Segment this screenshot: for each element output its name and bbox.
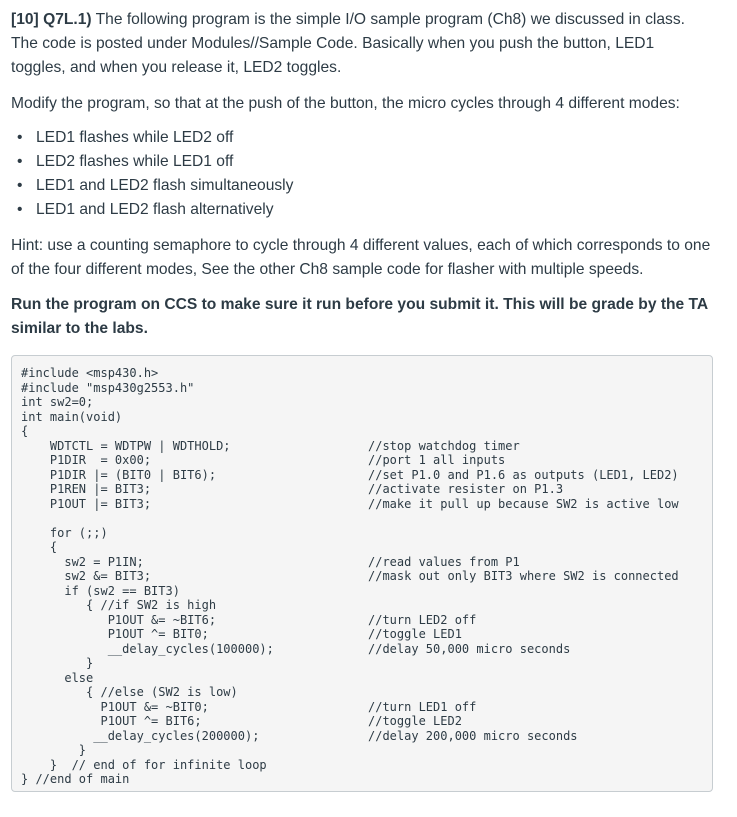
code-line: for (;;) [21, 525, 108, 540]
code-comment: //turn LED1 off [368, 699, 477, 714]
code-line: P1REN |= BIT3; [21, 482, 152, 496]
question-content [11, 8, 711, 341]
code-comment: //delay 200,000 micro seconds [368, 728, 578, 743]
code-comment: //make it pull up because SW2 is active low [368, 496, 679, 511]
code-line: { //else (SW2 is low) [21, 685, 238, 699]
mode-text: LED1 and LED2 flash alternatively [36, 201, 274, 218]
code-comment: //port 1 all inputs [368, 453, 506, 467]
code-comment: //turn LED2 off [368, 612, 477, 627]
code-line: __delay_cycles(200000); [21, 728, 260, 743]
code-line: } // end of for infinite loop [21, 757, 267, 772]
code-line: int sw2=0; [21, 395, 94, 409]
modes-list [11, 126, 711, 222]
bullet-icon: • [17, 129, 23, 146]
list-item [17, 174, 711, 198]
hint-paragraph: Hint: use a counting semaphore to cycle through 4 different values, each of which corresponds to one of the four different modes, See the other Ch8 sample code for flasher with multiple speeds. [11, 237, 711, 278]
code-line: WDTCTL = WDTPW | WDTHOLD; [21, 438, 231, 453]
code-comment: //toggle LED1 [368, 627, 462, 641]
code-line: else [21, 670, 94, 685]
code-line: sw2 = P1IN; [21, 554, 144, 569]
code-comment: //activate resister on P1.3 [368, 482, 564, 496]
code-block [11, 355, 713, 792]
question-intro-text: The following program is the simple I/O sample program (Ch8) we discussed in class. The code is posted under Modules//Sample Code. Basically when you push the button, LED1 toggles, and when you release it, LED2 toggles. [11, 11, 685, 76]
code-line: P1DIR |= (BIT0 | BIT6); [21, 467, 217, 482]
modify-instruction: Modify the program, so that at the push of the button, the micro cycles through 4 different modes: [11, 95, 680, 112]
bullet-icon: • [17, 201, 23, 218]
code-comment: //delay 50,000 micro seconds [368, 641, 571, 656]
list-item [17, 198, 711, 222]
code-line: P1OUT &= ~BIT0; [21, 699, 209, 714]
submission-instruction: Run the program on CCS to make sure it run before you submit it. This will be grade by the TA similar to the labs. [11, 296, 708, 337]
code-line: int main(void) [21, 409, 123, 424]
code-line: P1OUT |= BIT3; [21, 496, 152, 511]
code-line: if (sw2 == BIT3) [21, 583, 180, 598]
code-comment: //read values from P1 [368, 554, 520, 569]
bullet-icon: • [17, 153, 23, 170]
code-comment: //stop watchdog timer [368, 438, 520, 453]
code-line: P1OUT ^= BIT0; [21, 627, 209, 641]
code-line: P1OUT &= ~BIT6; [21, 612, 217, 627]
code-line: __delay_cycles(100000); [21, 641, 274, 656]
code-line: { //if SW2 is high [21, 598, 217, 612]
bullet-icon: • [17, 177, 23, 194]
question-intro-paragraph [11, 8, 711, 80]
code-line: { [21, 540, 58, 554]
code-line: #include <msp430.h> [21, 366, 159, 380]
code-line: #include "msp430g2553.h" [21, 380, 195, 395]
code-line: P1DIR = 0x00; [21, 453, 152, 467]
code-line: sw2 &= BIT3; [21, 569, 152, 583]
code-line: } [21, 656, 94, 670]
mode-text: LED1 and LED2 flash simultaneously [36, 177, 294, 194]
code-line: P1OUT ^= BIT6; [21, 714, 202, 728]
mode-text: LED1 flashes while LED2 off [36, 129, 234, 146]
question-label: [10] Q7L.1) [11, 11, 92, 28]
list-item [17, 126, 711, 150]
code-line: { [21, 424, 29, 438]
code-line: } [21, 743, 87, 757]
list-item [17, 150, 711, 174]
code-comment: //mask out only BIT3 where SW2 is connected [368, 569, 679, 583]
code-comment: //set P1.0 and P1.6 as outputs (LED1, LED2) [368, 467, 679, 482]
mode-text: LED2 flashes while LED1 off [36, 153, 234, 170]
code-line: } //end of main [21, 772, 130, 786]
code-comment: //toggle LED2 [368, 714, 462, 728]
